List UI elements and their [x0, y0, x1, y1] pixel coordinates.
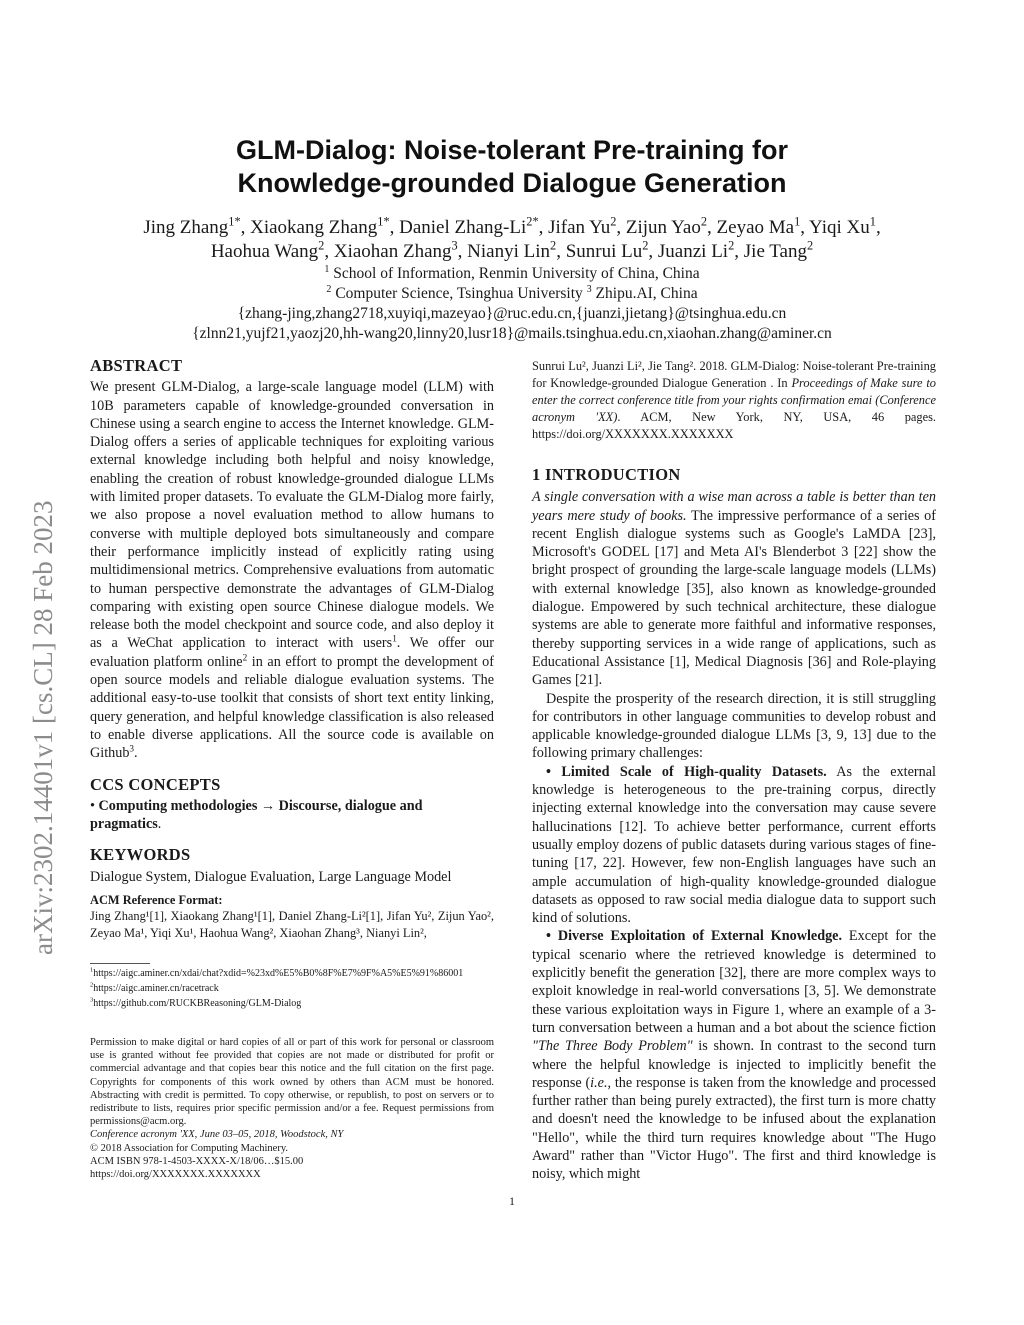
abstract-heading: ABSTRACT	[90, 356, 183, 375]
arxiv-stamp: arXiv:2302.14401v1 [cs.CL] 28 Feb 2023	[28, 500, 58, 955]
footnote-2: $^2$https://aigc.aminer.cn/racetrack	[90, 981, 219, 994]
copyright-line: © 2018 Association for Computing Machinery.	[90, 1142, 289, 1154]
intro-bullet-2: • Diverse Exploitation of External Knowledge. Except for the typical scenario where the retrieved knowledge is determined to explicitly benefit the generation [32], there are more complex ways to exploit knowledge in real-world conversations [3, 5]. We demonstrate these various exploitation ways in Figure 1, where an example of a 3-turn conversation between a human and a bot about the science fiction "The Three Body Problem" is shown. In contrast to the second turn where the helpful knowledge is injected to implicitly benefit the response (i.e., the response is taken from the knowledge and processed further rather than being purely extracted), the first turn is more chatty and doesn't need the knowledge to be infused about the explanation "Hello", while the third turn requires knowledge about "The Hugo Award" rather than "Victor Hugo". The first and third knowledge is noisy, which might	[532, 928, 937, 1183]
footnote-1: $^1$https://aigc.aminer.cn/xdai/chat?xdid=%23xd%E5%B0%8F%E7%9F%A5%E5%91%86001	[90, 966, 464, 979]
page-number: 1	[509, 1194, 515, 1208]
email-line-1: {zhang-jing,zhang2718,xuyiqi,mazeyao}@ruc.edu.cn,{juanzi,jietang}@tsinghua.edu.cn	[237, 305, 787, 322]
intro-paragraph-1: A single conversation with a wise man across a table is better than ten years mere study of books. The impressive performance of a series of recent English dialogue systems such as Google's LaMDA [23], Microsoft's GODEL [17] and Meta AI's Blenderbot 3 [22] show the bright prospect of grounding the large-scale language models (LLMs) with external knowledge [35], also known as knowledge-grounded dialogue. Empowered by such technical architecture, these dialogue systems are able to generate more faithful and informative responses, thereby supporting services in a wide range of applications, such as Educational Assistance [1], Medical Diagnosis [36] and Role-playing Games [21].	[532, 489, 936, 689]
author-line-2: Haohua Wang$^2$, Xiaohan Zhang$^3$, Nianyi Lin$^2$, Sunrui Lu$^2$, Juanzi Li$^2$, Jie Tang$^2$	[210, 238, 814, 262]
intro-paragraph-2: Despite the prosperity of the research direction, it is still struggling for contributors in other language communities to develop robust and applicable knowledge-grounded dialogue LLMs [3, 9, 13] due to the following primary challenges:	[532, 690, 936, 762]
isbn-line: ACM ISBN 978-1-4503-XXXX-X/18/06…$15.00	[90, 1155, 304, 1167]
conference-line: Conference acronym 'XX, June 03–05, 2018, Woodstock, NY	[90, 1129, 344, 1141]
intro-bullet-1: • Limited Scale of High-quality Datasets. As the external knowledge is heterogeneous to the pre-training corpus, directly injecting external knowledge into the conversation may cause severe hallucinations [12]. To achieve better performance, current efforts usually employ dozens of public datasets during various stages of fine-tuning [17, 22]. However, few non-English languages have such an ample accumulation of high-quality knowledge-grounded dialogue datasets as opposed to raw social media dialogue data to support such kind of solutions.	[532, 763, 936, 927]
ccs-heading: CCS CONCEPTS	[90, 774, 221, 794]
acm-ref-text-right: Sunrui Lu², Juanzi Li², Jie Tang². 2018. GLM-Dialog: Noise-tolerant Pre-training for Knowledge-grounded Dialogue Generation . In Proceedings of Make sure to enter the correct conference title from your rights confirmation emai (Conference acronym 'XX). ACM, New York, NY, USA, 46 pages. https://doi.org/XXXXXXX.XXXXXXX	[532, 359, 936, 441]
email-line-2: {zlnn21,yujf21,yaozj20,hh-wang20,linny20,lusr18}@mails.tsinghua.edu.cn,xiaohan.zhang@aminer.cn	[192, 325, 832, 342]
acm-ref-text-left: Jing Zhang¹[1], Xiaokang Zhang¹[1], Daniel Zhang-Li²[1], Jifan Yu², Zijun Yao², Zeyao Ma¹, Yiqi Xu¹, Haohua Wang², Xiaohan Zhang³, Nianyi Lin²,	[90, 909, 494, 941]
keywords-heading: KEYWORDS	[90, 845, 191, 865]
author-line-1: Jing Zhang$^{1*}$, Xiaokang Zhang$^{1*}$, Daniel Zhang-$Li^{2*}$, Jifan Yu$^2$, Zijun Yao$^2$, Zeyao Ma$^1$, Yiqi Xu$^1$,	[143, 214, 881, 238]
title-line-2: Knowledge-grounded Dialogue Generation	[237, 168, 787, 198]
left-column	[90, 357, 494, 942]
doi-line: https://doi.org/XXXXXXX.XXXXXXX	[90, 1169, 261, 1181]
title-line-1: GLM-Dialog: Noise-tolerant Pre-training for	[235, 135, 788, 165]
acm-ref-label: ACM Reference Format:	[90, 893, 223, 908]
introduction-section	[532, 466, 936, 1184]
affiliation-2: $^2$ Computer Science, Tsinghua University $^3$ Zhipu.AI, China	[326, 283, 698, 302]
paper-title	[150, 134, 874, 200]
ccs-concepts: • Computing methodologies → Discourse, dialogue and pragmatics.	[90, 797, 423, 833]
footnote-3: $^3$https://github.com/RUCKBReasoning/GLM-Dialog	[90, 996, 302, 1009]
permission-block	[90, 1036, 494, 1181]
footnote-rule	[90, 963, 150, 964]
author-list	[70, 216, 954, 264]
abstract-body: We present GLM-Dialog, a large-scale language model (LLM) with 10B parameters capable of knowledge-grounded conversation in Chinese using a search engine to access the Internet knowledge. GLM-Dialog offers a series of applicable techniques for exploiting various external knowledge including both helpful and noisy knowledge, enabling the creation of robust knowledge-grounded dialogue LLMs with limited proper datasets. To evaluate the GLM-Dialog more fairly, we also propose a novel evaluation method to allow humans to converse with multiple deployed bots simultaneously and compare their performance implicitly instead of explicitly rating using multidimensional metrics. Comprehensive evaluations from automatic to human perspective demonstrate the advantages of GLM-Dialog comparing with existing open source Chinese dialogue models. We release both the model checkpoint and source code, and also deploy it as a WeChat application to interact with users$^1$. We offer our evaluation platform online$^2$ in an effort to prompt the development of open source models and reliable dialogue evaluation systems. The additional easy-to-use toolkit that consists of short text entity linking, query generation, and helpful knowledge classification is also released to enable diverse applications. All the source code is available on Github$^3$.	[90, 379, 494, 762]
permission-text: Permission to make digital or hard copies of all or part of this work for personal or classroom use is granted without fee provided that copies are not made or distributed for profit or commercial advantage and that copies bear this notice and the full citation on the first page. Copyrights for components of this work owned by others than ACM must be honored. Abstracting with credit is permitted. To copy otherwise, or republish, to post on servers or to redistribute to lists, requires prior specific permission and/or a fee. Request permissions from permissions@acm.org.	[90, 1037, 494, 1128]
keywords-text: Dialogue System, Dialogue Evaluation, Large Language Model	[90, 868, 452, 885]
footnotes	[90, 968, 494, 1010]
affiliation-1: $^1$ School of Information, Renmin University of China, China	[324, 263, 700, 282]
intro-heading: 1 INTRODUCTION	[532, 465, 681, 484]
